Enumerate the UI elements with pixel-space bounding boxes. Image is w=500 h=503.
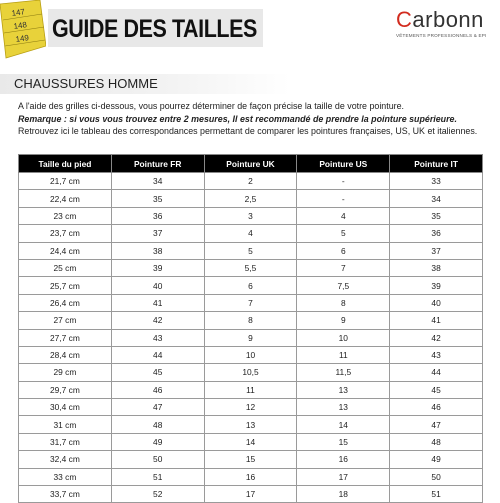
table-cell: 11 <box>297 346 390 363</box>
table-row <box>19 433 483 450</box>
table-cell: 42 <box>390 329 483 346</box>
table-cell: 17 <box>204 486 297 503</box>
table-row <box>19 190 483 207</box>
tape-number: 149 <box>15 33 30 44</box>
table-cell: 47 <box>390 416 483 433</box>
table-cell: 44 <box>111 346 204 363</box>
table-cell: 48 <box>390 433 483 450</box>
table-cell: 7,5 <box>297 277 390 294</box>
table-cell: 23 cm <box>19 207 112 224</box>
table-cell: 51 <box>390 486 483 503</box>
table-cell: 37 <box>111 225 204 242</box>
table-cell: 37 <box>390 242 483 259</box>
table-cell: 8 <box>204 312 297 329</box>
brand-tagline: VÊTEMENTS PROFESSIONNELS & EPI <box>396 33 487 38</box>
table-cell: 27 cm <box>19 312 112 329</box>
table-row <box>19 329 483 346</box>
brand-logo <box>396 8 496 38</box>
table-cell: 26,4 cm <box>19 294 112 311</box>
table-row <box>19 364 483 381</box>
table-cell: 13 <box>297 399 390 416</box>
table-cell: 45 <box>111 364 204 381</box>
table-cell: 6 <box>204 277 297 294</box>
table-cell: 25 cm <box>19 259 112 276</box>
table-cell: 38 <box>390 259 483 276</box>
table-cell: 10,5 <box>204 364 297 381</box>
table-cell: 49 <box>111 433 204 450</box>
table-cell: 7 <box>297 259 390 276</box>
table-cell: 38 <box>111 242 204 259</box>
table-cell: 13 <box>204 416 297 433</box>
table-cell: 22,4 cm <box>19 190 112 207</box>
table-row <box>19 242 483 259</box>
table-row <box>19 312 483 329</box>
table-cell: 40 <box>111 277 204 294</box>
section-title: CHAUSSURES HOMME <box>14 76 158 91</box>
table-cell: 4 <box>204 225 297 242</box>
table-row <box>19 486 483 503</box>
brand-name <box>396 8 496 32</box>
table-row <box>19 173 483 190</box>
brand-name-rest: arbonn <box>412 7 484 32</box>
table-cell: 35 <box>390 207 483 224</box>
tape-number: 147 <box>11 7 26 18</box>
table-cell: 25,7 cm <box>19 277 112 294</box>
table-cell: 11 <box>204 381 297 398</box>
measuring-tape-icon <box>0 0 46 60</box>
table-cell: 5,5 <box>204 259 297 276</box>
table-cell: 10 <box>297 329 390 346</box>
tape-number: 148 <box>13 20 28 31</box>
table-cell: 13 <box>297 381 390 398</box>
intro-line: Retrouvez ici le tableau des correspondances permettant de comparer les pointures françaises, US, UK et italiennes. <box>18 126 478 137</box>
table-row <box>19 416 483 433</box>
table-cell: 8 <box>297 294 390 311</box>
brand-initial: C <box>396 7 413 32</box>
table-cell: 42 <box>111 312 204 329</box>
table-cell: 18 <box>297 486 390 503</box>
table-cell: 16 <box>204 468 297 485</box>
column-header: Pointure FR <box>111 155 204 173</box>
table-cell: 24,4 cm <box>19 242 112 259</box>
table-cell: 35 <box>111 190 204 207</box>
table-cell: 12 <box>204 399 297 416</box>
table-cell: 23,7 cm <box>19 225 112 242</box>
table-cell: 48 <box>111 416 204 433</box>
size-table <box>18 154 483 503</box>
table-cell: 33 <box>390 173 483 190</box>
table-row <box>19 259 483 276</box>
table-cell: 50 <box>390 468 483 485</box>
table-cell: 50 <box>111 451 204 468</box>
table-cell: 44 <box>390 364 483 381</box>
table-cell: 46 <box>111 381 204 398</box>
table-cell: 2 <box>204 173 297 190</box>
table-cell: 43 <box>390 346 483 363</box>
table-cell: 33 cm <box>19 468 112 485</box>
table-cell: 40 <box>390 294 483 311</box>
table-cell: 34 <box>111 173 204 190</box>
table-row <box>19 225 483 242</box>
page-title: GUIDE DES TAILLES <box>52 15 257 43</box>
table-cell: 4 <box>297 207 390 224</box>
table-cell: 41 <box>390 312 483 329</box>
table-cell: 52 <box>111 486 204 503</box>
table-row <box>19 294 483 311</box>
table-cell: 6 <box>297 242 390 259</box>
table-row <box>19 399 483 416</box>
table-cell: 45 <box>390 381 483 398</box>
table-cell: 33,7 cm <box>19 486 112 503</box>
table-cell: 29 cm <box>19 364 112 381</box>
table-cell: 21,7 cm <box>19 173 112 190</box>
table-cell: 34 <box>390 190 483 207</box>
table-cell: 36 <box>111 207 204 224</box>
table-cell: - <box>297 190 390 207</box>
column-header: Taille du pied <box>19 155 112 173</box>
table-header-row <box>19 155 483 173</box>
table-cell: 46 <box>390 399 483 416</box>
intro-line: A l'aide des grilles ci-dessous, vous pourrez déterminer de façon précise la taille de votre pointure. <box>18 101 404 111</box>
table-cell: 5 <box>204 242 297 259</box>
intro-text <box>18 100 496 138</box>
table-row <box>19 277 483 294</box>
table-cell: 51 <box>111 468 204 485</box>
table-cell: 29,7 cm <box>19 381 112 398</box>
table-cell: 17 <box>297 468 390 485</box>
table-row <box>19 207 483 224</box>
table-cell: 36 <box>390 225 483 242</box>
table-cell: 15 <box>297 433 390 450</box>
table-cell: 32,4 cm <box>19 451 112 468</box>
table-cell: 30,4 cm <box>19 399 112 416</box>
table-cell: 31,7 cm <box>19 433 112 450</box>
table-cell: 47 <box>111 399 204 416</box>
table-cell: 15 <box>204 451 297 468</box>
table-row <box>19 451 483 468</box>
remark-line: Remarque : si vous vous trouvez entre 2 mesures, Il est recommandé de prendre la pointure supérieure. <box>18 113 457 124</box>
table-cell: 39 <box>390 277 483 294</box>
column-header: Pointure UK <box>204 155 297 173</box>
table-cell: 27,7 cm <box>19 329 112 346</box>
table-cell: 28,4 cm <box>19 346 112 363</box>
page-header <box>0 0 500 62</box>
table-cell: 14 <box>204 433 297 450</box>
table-cell: 49 <box>390 451 483 468</box>
table-cell: - <box>297 173 390 190</box>
table-cell: 14 <box>297 416 390 433</box>
table-cell: 39 <box>111 259 204 276</box>
table-cell: 5 <box>297 225 390 242</box>
table-cell: 9 <box>204 329 297 346</box>
table-cell: 2,5 <box>204 190 297 207</box>
table-cell: 11,5 <box>297 364 390 381</box>
table-body <box>19 173 483 503</box>
table-cell: 10 <box>204 346 297 363</box>
table-row <box>19 346 483 363</box>
table-cell: 41 <box>111 294 204 311</box>
column-header: Pointure IT <box>390 155 483 173</box>
table-row <box>19 381 483 398</box>
table-cell: 7 <box>204 294 297 311</box>
column-header: Pointure US <box>297 155 390 173</box>
table-row <box>19 468 483 485</box>
table-cell: 3 <box>204 207 297 224</box>
table-cell: 43 <box>111 329 204 346</box>
table-cell: 16 <box>297 451 390 468</box>
table-cell: 9 <box>297 312 390 329</box>
table-cell: 31 cm <box>19 416 112 433</box>
